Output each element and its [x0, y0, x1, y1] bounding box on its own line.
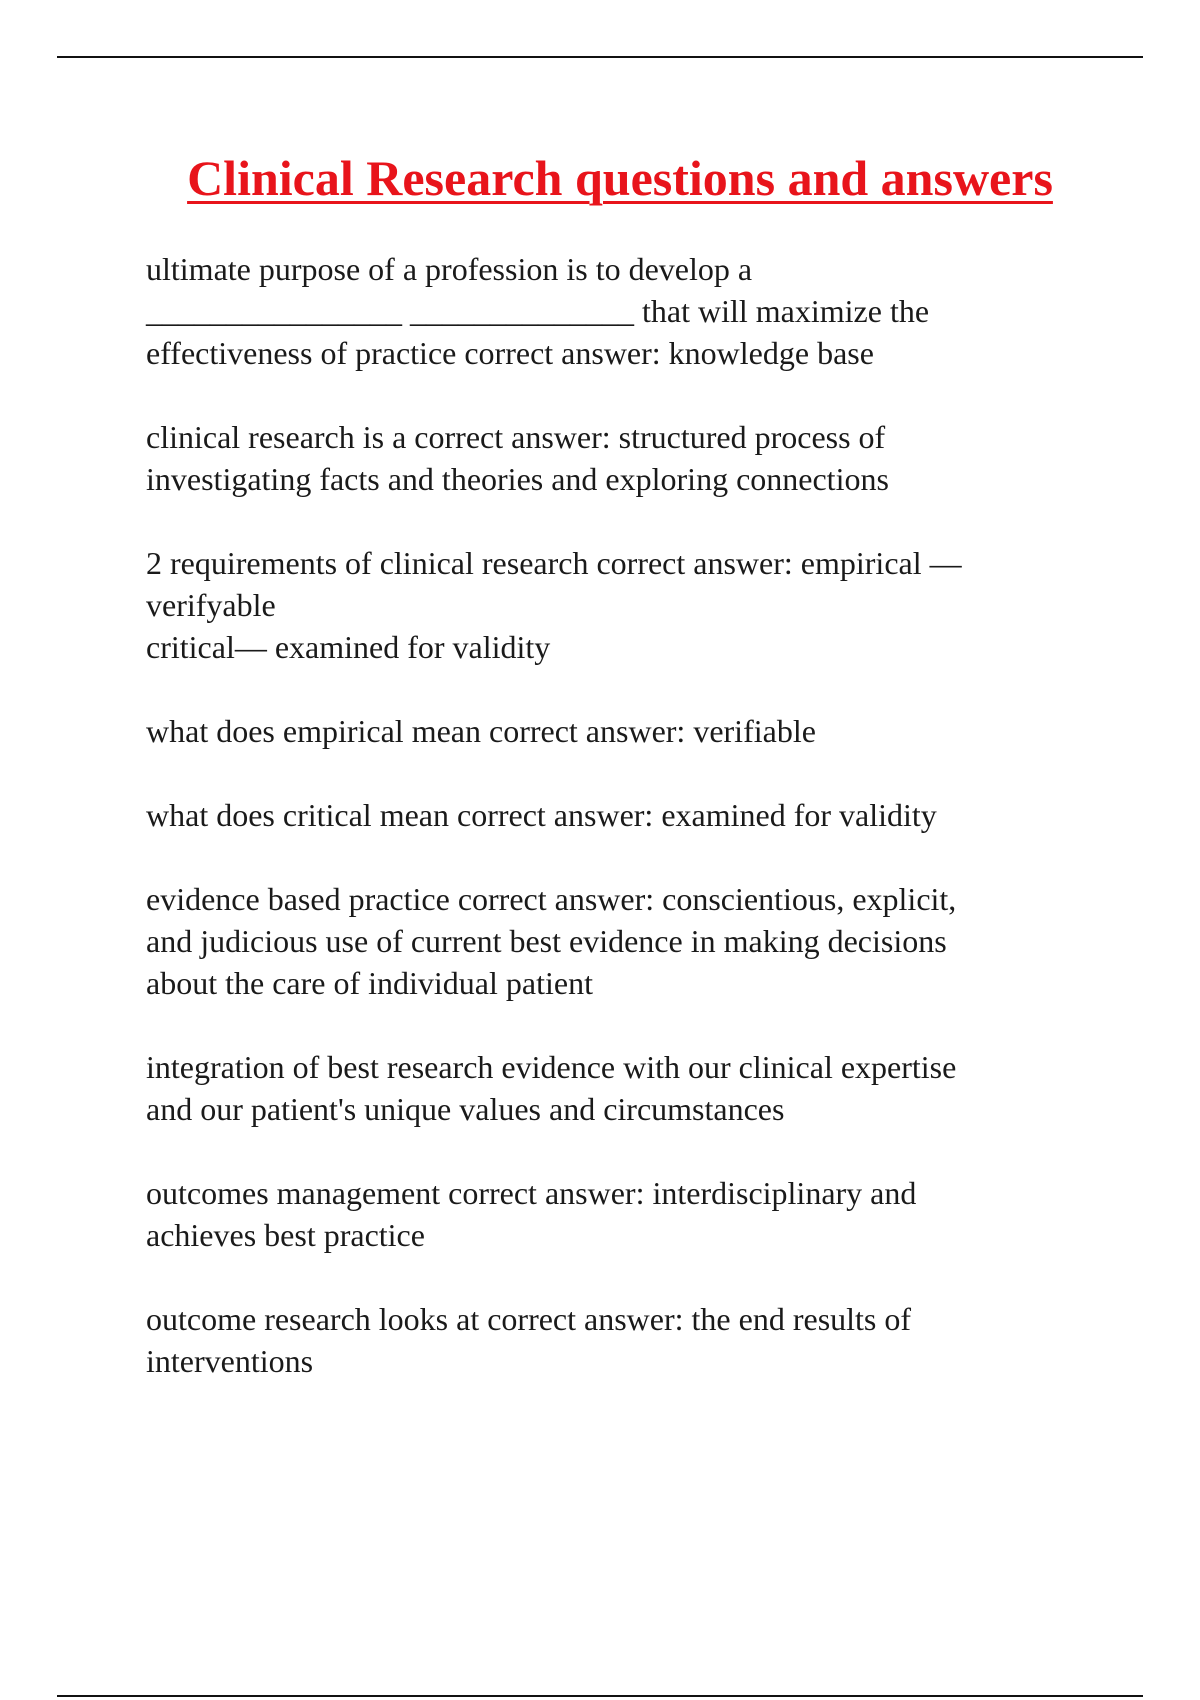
qa-entry: integration of best research evidence with our clinical expertise and our patient's unique values and circumstances	[146, 1049, 957, 1127]
qa-entry: what does critical mean correct answer: examined for validity	[146, 797, 937, 833]
qa-entry: evidence based practice correct answer: conscientious, explicit, and judicious use of current best evidence in making decisions about the care of individual patient	[146, 881, 957, 1001]
qa-entry: outcomes management correct answer: interdisciplinary and achieves best practice	[146, 1175, 917, 1253]
qa-entry: what does empirical mean correct answer: verifiable	[146, 713, 816, 749]
qa-entry: clinical research is a correct answer: structured process of investigating facts and theories and exploring connections	[146, 419, 889, 497]
qa-entry: ultimate purpose of a profession is to develop a ________________ ______________ that will maximize the effectiveness of practice correct answer: knowledge base	[146, 251, 930, 371]
header-rule	[57, 56, 1143, 58]
document-title: Clinical Research questions and answers	[187, 150, 1053, 206]
qa-entry: 2 requirements of clinical research correct answer: empirical — verifyable critical— examined for validity	[146, 545, 962, 665]
footer-rule	[57, 1695, 1143, 1697]
qa-list	[146, 248, 1096, 1424]
qa-entry: outcome research looks at correct answer: the end results of interventions	[146, 1301, 912, 1379]
